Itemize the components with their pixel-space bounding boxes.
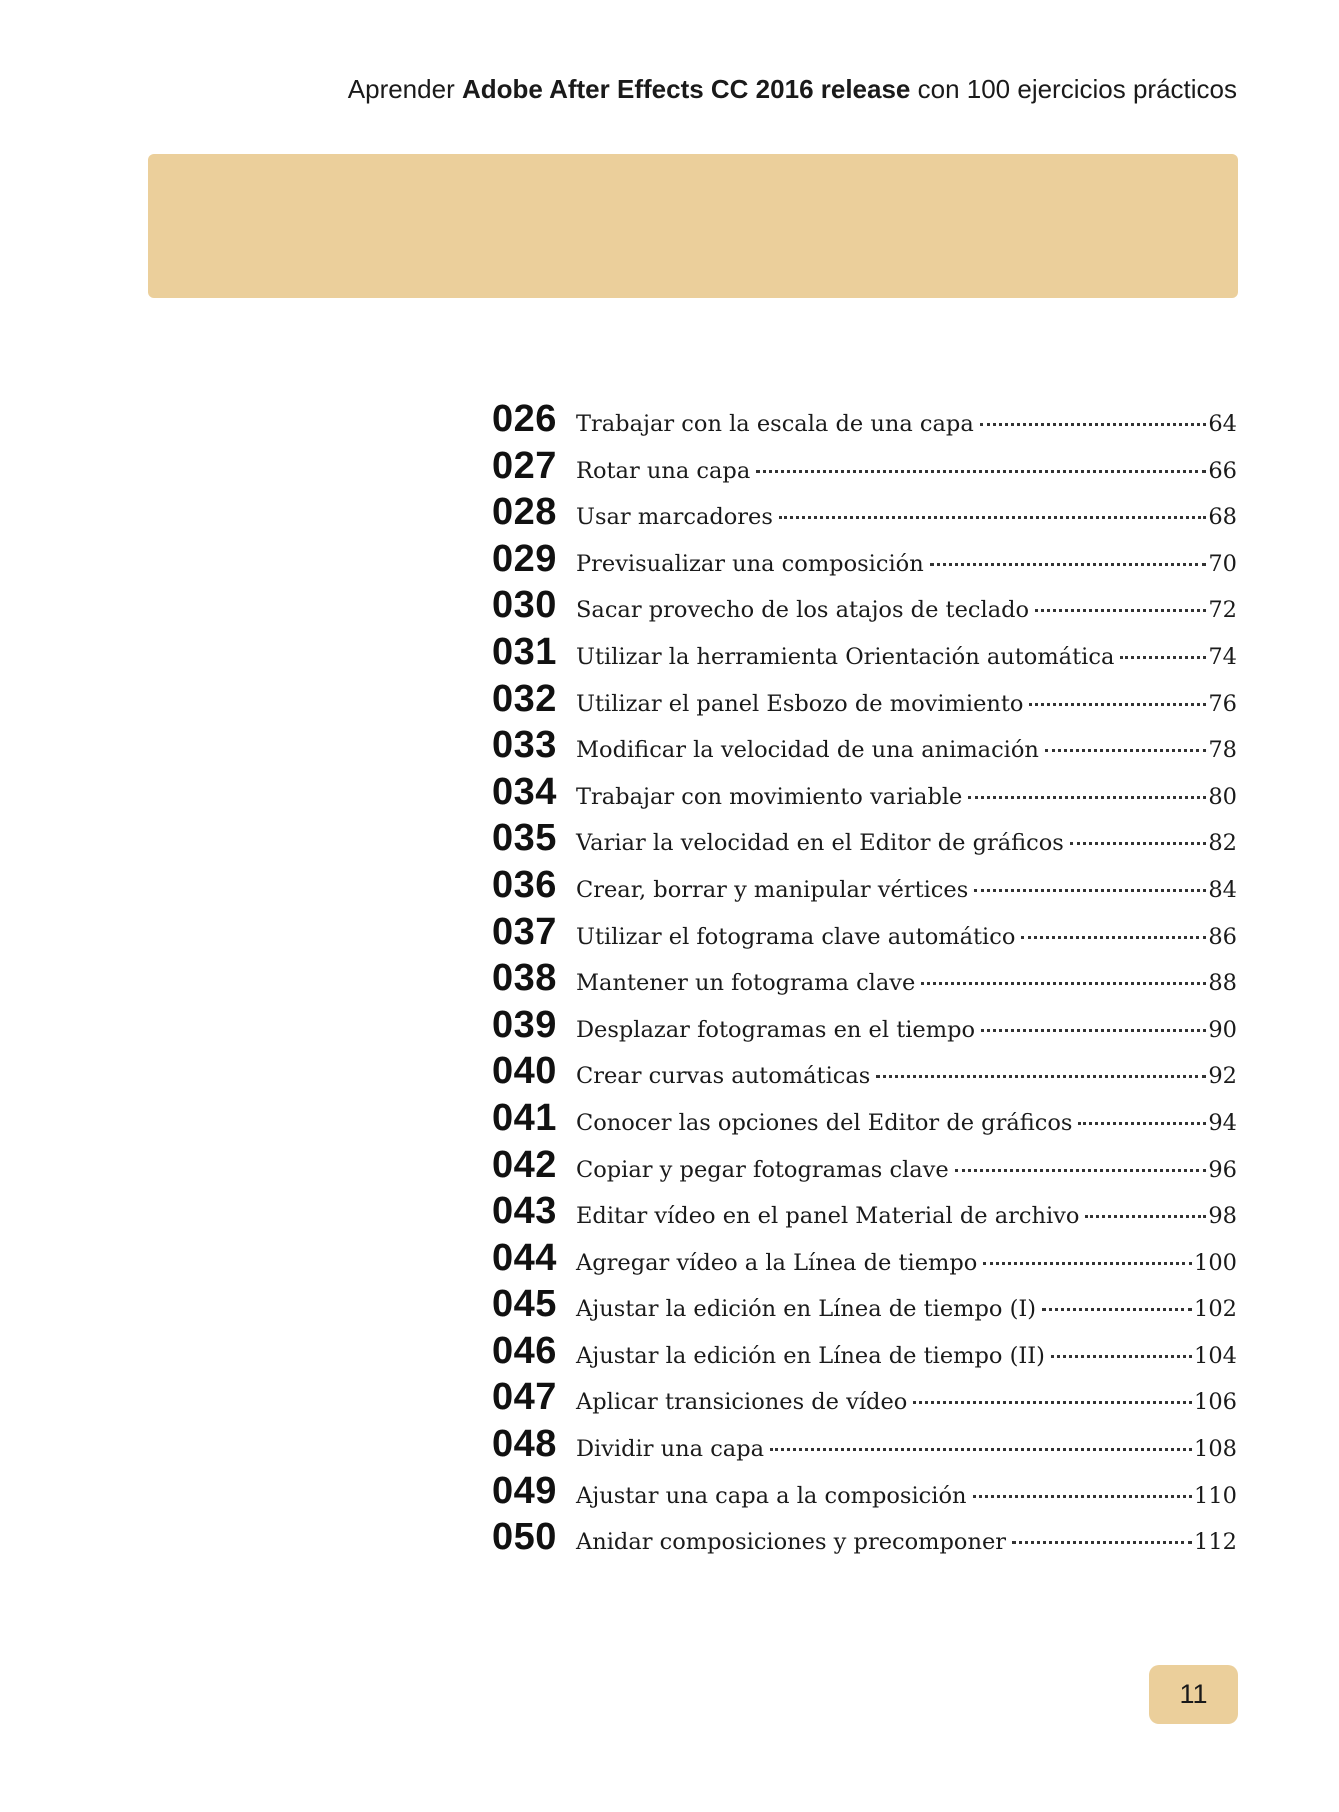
exercise-title: Sacar provecho de los atajos de teclado (576, 597, 1030, 624)
exercise-number: 037 (492, 910, 557, 953)
dot-leader (913, 1401, 1192, 1404)
page-reference: 96 (1208, 1156, 1237, 1183)
toc-entry[interactable] (492, 445, 1237, 492)
page-reference: 104 (1194, 1342, 1237, 1369)
toc-entry[interactable] (492, 1470, 1237, 1517)
page-reference: 78 (1208, 737, 1237, 764)
dot-leader (930, 563, 1207, 566)
page-reference: 92 (1208, 1063, 1237, 1090)
dot-leader (980, 423, 1207, 426)
exercise-title: Crear, borrar y manipular vértices (576, 876, 969, 903)
exercise-number: 048 (492, 1423, 557, 1466)
exercise-number: 032 (492, 677, 557, 720)
exercise-number: 036 (492, 863, 557, 906)
dot-leader (1021, 936, 1206, 939)
dot-leader (973, 1495, 1193, 1498)
exercise-title: Ajustar una capa a la composición (576, 1482, 967, 1509)
exercise-number: 045 (492, 1283, 557, 1326)
exercise-number: 033 (492, 724, 557, 767)
page-reference: 94 (1208, 1109, 1237, 1136)
toc-entry[interactable] (492, 1237, 1237, 1284)
exercise-number: 043 (492, 1190, 557, 1233)
page-reference: 74 (1208, 643, 1237, 670)
toc-entry[interactable] (492, 1330, 1237, 1377)
toc-entry[interactable] (492, 538, 1237, 585)
exercise-title: Crear curvas automáticas (576, 1063, 871, 1090)
exercise-number: 040 (492, 1050, 557, 1093)
running-header (348, 74, 1237, 105)
exercise-number: 038 (492, 957, 557, 1000)
toc-entry[interactable] (492, 631, 1237, 678)
exercise-title: Conocer las opciones del Editor de gráficos (576, 1109, 1073, 1136)
page-number: 11 (1149, 1665, 1238, 1724)
page-reference: 84 (1208, 876, 1237, 903)
page-reference: 82 (1208, 830, 1237, 857)
dot-leader (981, 1029, 1206, 1032)
exercise-title: Utilizar el fotograma clave automático (576, 923, 1016, 950)
exercise-title: Ajustar la edición en Línea de tiempo (II) (576, 1342, 1045, 1369)
exercise-number: 042 (492, 1143, 557, 1186)
page-reference: 64 (1208, 411, 1237, 437)
dot-leader (876, 1075, 1206, 1078)
exercise-title: Utilizar el panel Esbozo de movimiento (576, 690, 1024, 717)
exercise-title: Aplicar transiciones de vídeo (576, 1389, 908, 1416)
page-reference: 112 (1194, 1529, 1237, 1556)
toc-entry[interactable] (492, 771, 1237, 818)
page-reference: 72 (1208, 597, 1237, 624)
page-reference: 68 (1208, 504, 1237, 531)
dot-leader (955, 1169, 1207, 1172)
exercise-title: Modificar la velocidad de una animación (576, 737, 1039, 764)
exercise-number: 035 (492, 817, 557, 860)
dot-leader (1085, 1215, 1206, 1218)
exercise-number: 049 (492, 1469, 557, 1512)
exercise-number: 031 (492, 630, 557, 673)
exercise-title: Trabajar con movimiento variable (576, 783, 963, 810)
toc-entry[interactable] (492, 1423, 1237, 1470)
exercise-title: Ajustar la edición en Línea de tiempo (I) (576, 1296, 1037, 1323)
toc-entry[interactable] (492, 724, 1237, 771)
exercise-number: 034 (492, 770, 557, 813)
exercise-title: Dividir una capa (576, 1436, 765, 1463)
exercise-title: Utilizar la herramienta Orientación automática (576, 643, 1115, 670)
table-of-contents (492, 398, 1237, 1563)
exercise-title: Editar vídeo en el panel Material de archivo (576, 1203, 1080, 1230)
exercise-title: Usar marcadores (576, 504, 773, 531)
page-reference: 70 (1208, 550, 1237, 577)
dot-leader (921, 982, 1206, 985)
dot-leader (1029, 703, 1206, 706)
exercise-number: 050 (492, 1516, 557, 1559)
toc-entry[interactable] (492, 491, 1237, 538)
exercise-number: 041 (492, 1096, 557, 1139)
exercise-number: 044 (492, 1236, 557, 1279)
dot-leader (968, 796, 1206, 799)
toc-entry[interactable] (492, 1050, 1237, 1097)
dot-leader (983, 1262, 1192, 1265)
page-reference: 98 (1208, 1203, 1237, 1230)
exercise-number: 047 (492, 1376, 557, 1419)
dot-leader (1051, 1355, 1192, 1358)
dot-leader (1045, 749, 1206, 752)
toc-entry[interactable] (492, 911, 1237, 958)
toc-entry[interactable] (492, 1376, 1237, 1423)
page-reference: 80 (1208, 783, 1237, 810)
exercise-title: Previsualizar una composición (576, 550, 924, 577)
page-reference: 88 (1208, 970, 1237, 997)
toc-entry[interactable] (492, 957, 1237, 1004)
exercise-title: Mantener un fotograma clave (576, 970, 916, 997)
dot-leader (1042, 1308, 1192, 1311)
toc-entry[interactable] (492, 678, 1237, 725)
dot-leader (779, 516, 1206, 519)
exercise-title: Desplazar fotogramas en el tiempo (576, 1016, 976, 1043)
dot-leader (1012, 1541, 1192, 1544)
page-reference: 90 (1208, 1016, 1237, 1043)
exercise-number: 029 (492, 537, 557, 580)
toc-entry[interactable] (492, 1516, 1237, 1563)
toc-entry[interactable] (492, 584, 1237, 631)
dot-leader (1070, 842, 1207, 845)
exercise-number: 026 (492, 398, 557, 440)
toc-entry[interactable] (492, 817, 1237, 864)
dot-leader (1120, 656, 1206, 659)
toc-entry[interactable] (492, 1144, 1237, 1191)
exercise-title: Trabajar con la escala de una capa (576, 411, 974, 437)
exercise-title: Rotar una capa (576, 457, 751, 484)
dot-leader (770, 1448, 1192, 1451)
toc-entry[interactable] (492, 1004, 1237, 1051)
toc-entry[interactable] (492, 1190, 1237, 1237)
exercise-number: 046 (492, 1329, 557, 1372)
header-prefix: Aprender (347, 74, 462, 104)
exercise-number: 027 (492, 444, 557, 487)
header-book-title: Adobe After Effects CC 2016 release (461, 74, 911, 104)
page-reference: 100 (1194, 1249, 1237, 1276)
exercise-title: Copiar y pegar fotogramas clave (576, 1156, 949, 1183)
toc-entry[interactable] (492, 398, 1237, 445)
exercise-title: Variar la velocidad en el Editor de gráficos (576, 830, 1064, 857)
page-reference: 86 (1208, 923, 1237, 950)
toc-entry[interactable] (492, 1097, 1237, 1144)
page-reference: 106 (1194, 1389, 1237, 1416)
chapter-banner (148, 154, 1238, 298)
exercise-number: 039 (492, 1003, 557, 1046)
dot-leader (1035, 609, 1206, 612)
header-suffix: con 100 ejercicios prácticos (910, 74, 1237, 104)
dot-leader (1078, 1122, 1206, 1125)
exercise-title: Anidar composiciones y precomponer (576, 1529, 1007, 1556)
page-reference: 76 (1208, 690, 1237, 717)
dot-leader (974, 889, 1206, 892)
page-reference: 108 (1194, 1436, 1237, 1463)
dot-leader (756, 470, 1206, 473)
toc-entry[interactable] (492, 1283, 1237, 1330)
toc-entry[interactable] (492, 864, 1237, 911)
page-reference: 110 (1194, 1482, 1237, 1509)
page-reference: 102 (1194, 1296, 1237, 1323)
exercise-number: 030 (492, 584, 557, 627)
exercise-number: 028 (492, 491, 557, 534)
exercise-title: Agregar vídeo a la Línea de tiempo (576, 1249, 978, 1276)
page-reference: 66 (1208, 457, 1237, 484)
